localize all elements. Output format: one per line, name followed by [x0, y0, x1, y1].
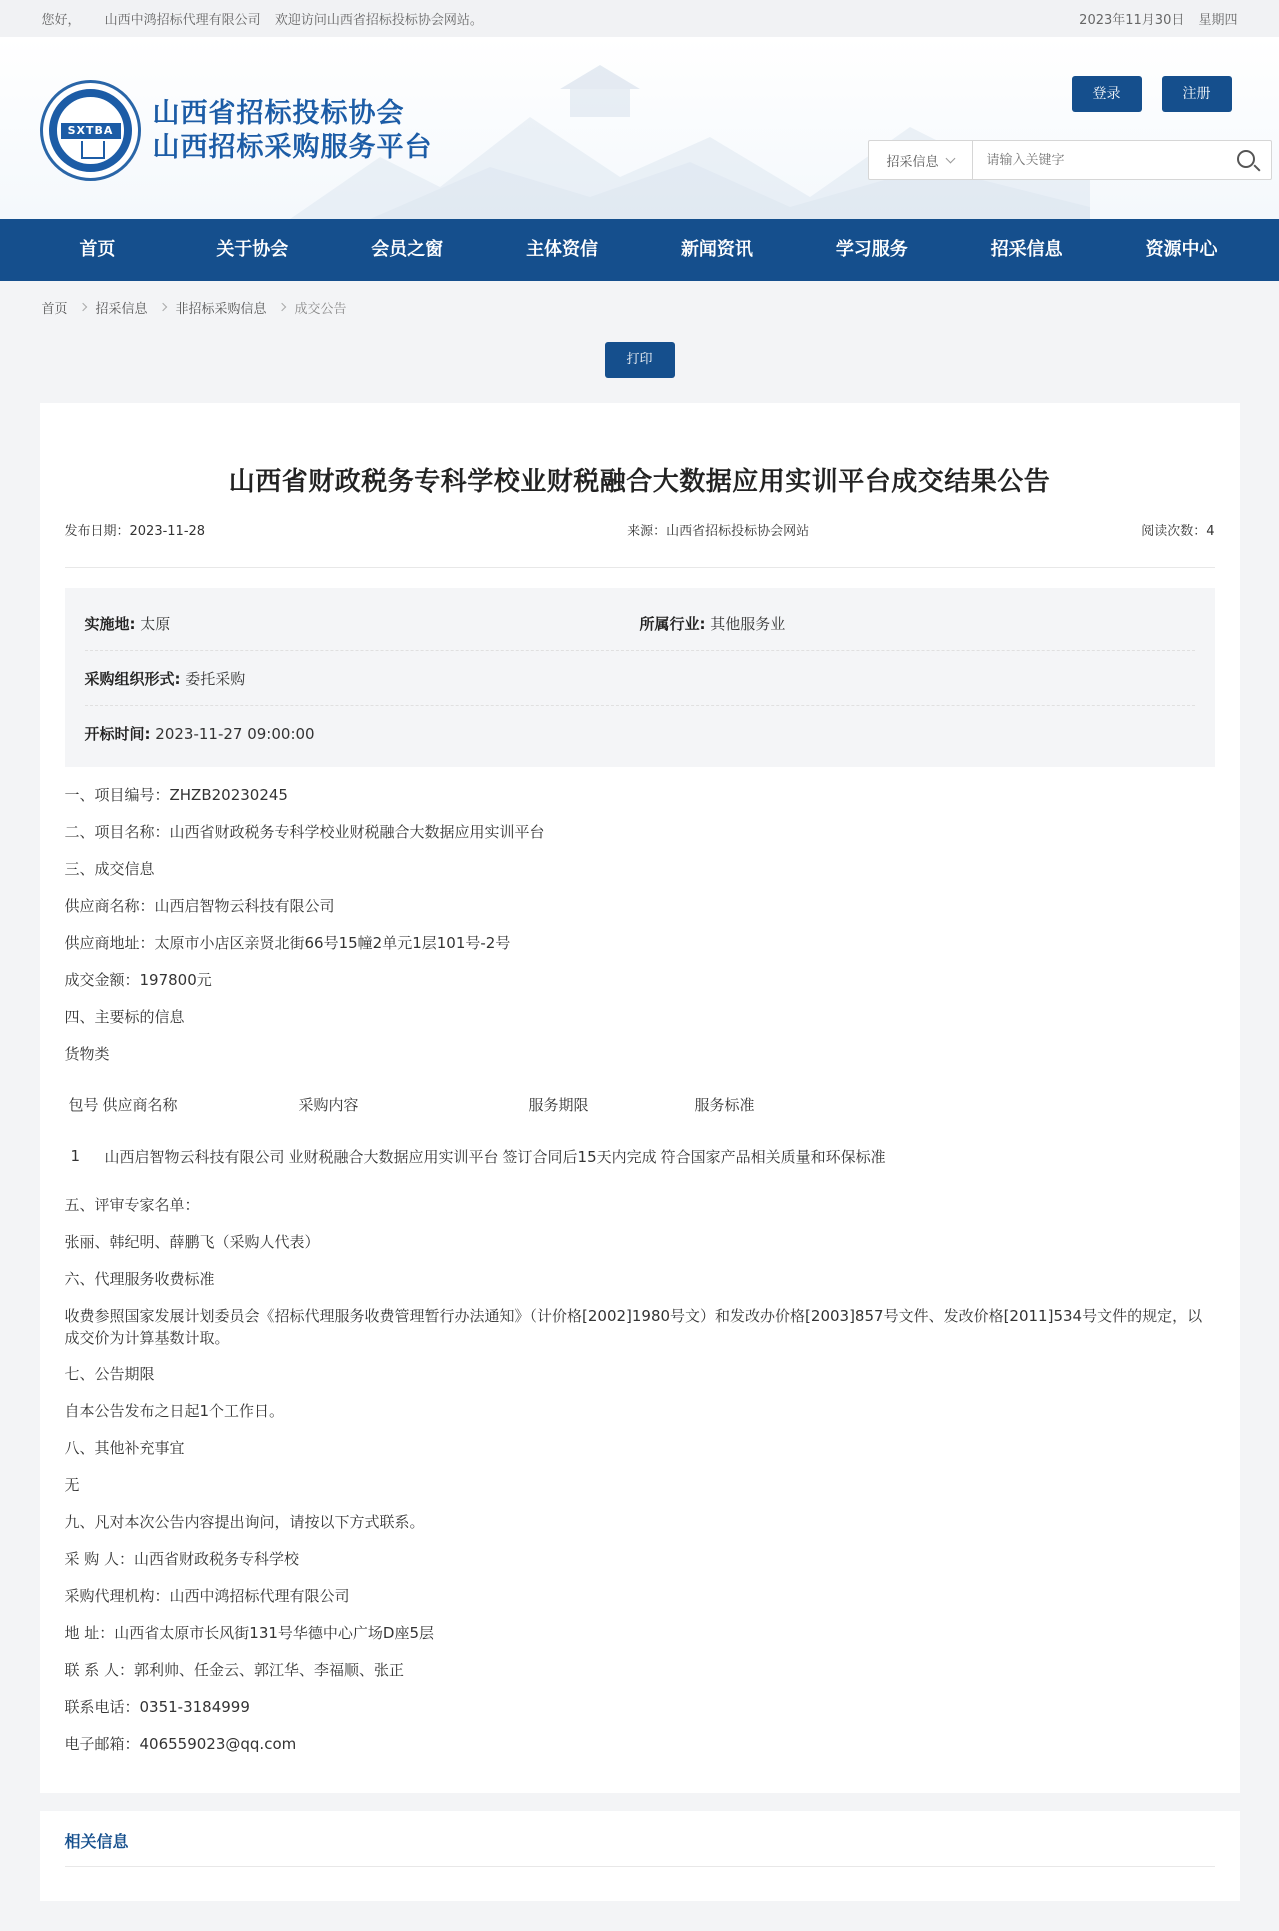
- org-form-value: 委托采购: [185, 669, 246, 688]
- date-display: [1069, 9, 1237, 28]
- table-header: [65, 1089, 1215, 1119]
- org-form-label: 采购组织形式:: [84, 669, 181, 688]
- nav-members[interactable]: 会员之窗: [371, 239, 444, 260]
- breadcrumb-home[interactable]: 首页: [41, 301, 68, 317]
- current-weekday: 星期四: [1198, 13, 1238, 28]
- body-line: 三、成交信息: [64, 860, 155, 878]
- publish-date: 发布日期：2023-11-28: [64, 524, 206, 539]
- body-line: 四、主要标的信息: [64, 1008, 185, 1026]
- body-line: 供应商地址：太原市小店区亲贤北街66号15幢2单元1层101号-2号: [64, 934, 511, 952]
- table-row: [65, 1141, 1215, 1171]
- article-source: 来源：山西省招标投标协会网站: [627, 524, 810, 539]
- logo-title: [153, 97, 433, 165]
- chevron-right-icon: [277, 303, 285, 311]
- article-body: [65, 777, 1215, 1763]
- search-category-label: 招采信息: [886, 154, 939, 170]
- cell-period: 签订合同后15天内完成: [502, 1147, 657, 1166]
- breadcrumb-non-tender[interactable]: 非招标采购信息: [175, 301, 267, 317]
- body-line: 地 址：山西省太原市长风街131号华德中心广场D座5层: [64, 1624, 434, 1642]
- site-logo[interactable]: [40, 80, 433, 181]
- register-button[interactable]: 注册: [1162, 76, 1232, 112]
- project-info-box: [65, 588, 1215, 767]
- article-title: 山西省财政税务专科学校业财税融合大数据应用实训平台成交结果公告: [228, 467, 1051, 497]
- search-bar: [868, 140, 1272, 180]
- body-line: 货物类: [64, 1045, 110, 1063]
- related-info-panel: [40, 1811, 1240, 1901]
- col-content: 采购内容: [298, 1095, 359, 1114]
- industry-label: 所属行业:: [639, 614, 706, 633]
- body-line: 无: [64, 1476, 80, 1494]
- welcome-text: [42, 9, 483, 28]
- nav-news[interactable]: 新闻资讯: [680, 239, 753, 260]
- body-line: 联 系 人：郭利帅、任金云、郭江华、李福顺、张正: [64, 1661, 405, 1679]
- body-line: 八、其他补充事宜: [64, 1439, 185, 1457]
- welcome-message: 欢迎访问山西省招标投标协会网站。: [274, 13, 483, 28]
- nav-learning[interactable]: 学习服务: [835, 239, 908, 260]
- body-line: 九、凡对本次公告内容提出询问，请按以下方式联系。: [64, 1513, 425, 1531]
- body-line: 张丽、韩纪明、薛鹏飞（采购人代表）: [64, 1233, 320, 1251]
- nav-resources[interactable]: 资源中心: [1145, 239, 1218, 260]
- cell-package-no: 1: [70, 1147, 81, 1165]
- top-bar: [0, 0, 1279, 37]
- body-line: 采 购 人：山西省财政税务专科学校: [64, 1550, 300, 1568]
- cell-content: 业财税融合大数据应用实训平台: [288, 1147, 499, 1166]
- body-line: 成交金额：197800元: [64, 971, 212, 989]
- breadcrumb-procurement[interactable]: 招采信息: [95, 301, 148, 317]
- industry-value: 其他服务业: [710, 614, 786, 633]
- nav-home[interactable]: 首页: [79, 239, 116, 260]
- search-category-select[interactable]: [869, 141, 973, 179]
- body-line: 一、项目编号：ZHZB20230245: [64, 786, 288, 804]
- cell-supplier: 山西启智物云科技有限公司: [104, 1147, 285, 1166]
- print-area: [40, 333, 1240, 387]
- bid-open-time-label: 开标时间:: [84, 725, 151, 743]
- body-line: 六、代理服务收费标准: [64, 1270, 215, 1288]
- nav-about[interactable]: 关于协会: [216, 239, 289, 260]
- col-supplier: 供应商名称: [102, 1095, 178, 1114]
- body-line: 电子邮箱：406559023@qq.com: [64, 1735, 297, 1753]
- cell-standard: 符合国家产品相关质量和环保标准: [660, 1147, 886, 1166]
- site-header: [0, 37, 1279, 219]
- breadcrumb-current: 成交公告: [294, 301, 347, 317]
- body-line: 供应商名称：山西启智物云科技有限公司: [64, 897, 335, 915]
- logo-title-line1: 山西省招标投标协会: [152, 97, 405, 129]
- logo-abbreviation: SXTBA: [61, 123, 121, 139]
- breadcrumb: [40, 281, 1240, 333]
- search-input[interactable]: [973, 141, 1225, 179]
- info-row: [85, 706, 1195, 761]
- logo-title-line2: 山西招标采购服务平台: [152, 131, 433, 163]
- info-row: [85, 596, 1195, 651]
- body-line: 自本公告发布之日起1个工作日。: [64, 1402, 285, 1420]
- col-period: 服务期限: [528, 1095, 589, 1114]
- article-meta: [65, 520, 1215, 568]
- current-date: 2023年11月30日: [1079, 13, 1185, 28]
- body-line: 采购代理机构：山西中鸿招标代理有限公司: [64, 1587, 350, 1605]
- related-info-title: 相关信息: [65, 1811, 1215, 1867]
- company-name: 山西中鸿招标代理有限公司: [104, 13, 261, 28]
- view-count: 阅读次数：4: [1141, 524, 1215, 539]
- nav-procurement[interactable]: 招采信息: [990, 239, 1063, 260]
- search-icon[interactable]: [1225, 141, 1271, 179]
- chevron-down-icon: [945, 153, 955, 163]
- body-line: 七、公告期限: [64, 1365, 155, 1383]
- greeting: 您好，: [41, 13, 81, 28]
- article-container: [40, 403, 1240, 1793]
- location-label: 实施地:: [84, 614, 136, 633]
- chevron-right-icon: [78, 303, 86, 311]
- chevron-right-icon: [158, 303, 166, 311]
- association-emblem: [40, 80, 141, 181]
- print-button[interactable]: 打印: [605, 342, 675, 378]
- login-button[interactable]: 登录: [1072, 76, 1142, 112]
- info-row: [85, 651, 1195, 706]
- location-value: 太原: [140, 614, 171, 633]
- fee-description: 收费参照国家发展计划委员会《招标代理服务收费管理暂行办法通知》（计价格[2002]1980号文）和发改办价格[2003]857号文件、发改价格[2011]534号文件的规定，以成交价为计算基数计取。: [64, 1307, 1203, 1347]
- body-line: 联系电话：0351-3184999: [64, 1698, 250, 1716]
- col-standard: 服务标准: [694, 1095, 755, 1114]
- bid-open-time-value: 2023-11-27 09:00:00: [155, 725, 315, 743]
- col-package-no: 包号: [68, 1095, 99, 1114]
- nav-credit[interactable]: 主体资信: [526, 239, 599, 260]
- body-line: 二、项目名称：山西省财政税务专科学校业财税融合大数据应用实训平台: [64, 823, 545, 841]
- main-navigation: [0, 219, 1279, 281]
- body-line: 五、评审专家名单：: [64, 1196, 200, 1214]
